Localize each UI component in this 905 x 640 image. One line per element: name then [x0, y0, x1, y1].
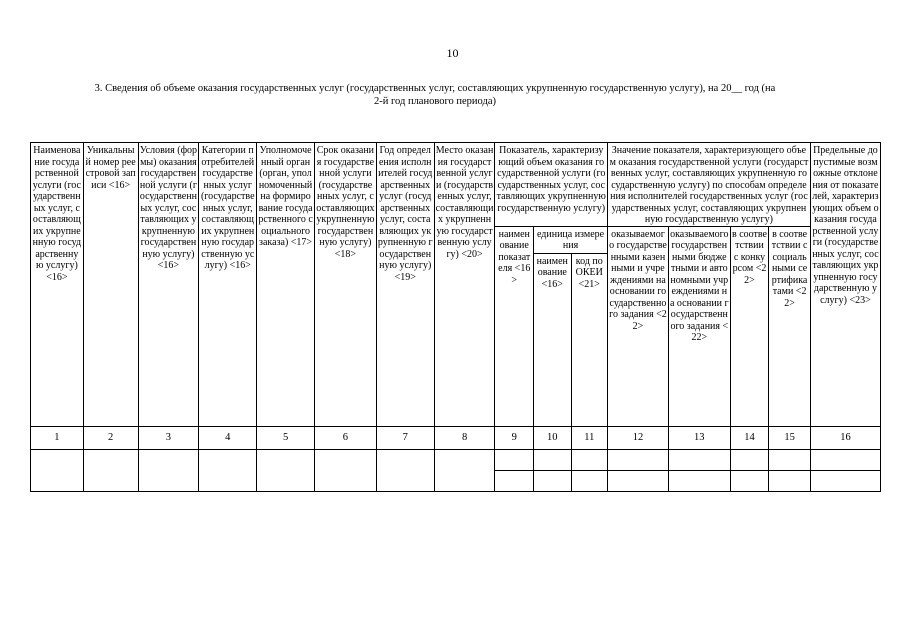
column-number: 7 — [376, 426, 434, 449]
column-number: 11 — [571, 426, 608, 449]
table-row — [31, 449, 881, 470]
table-cell — [608, 449, 669, 470]
header-service-name: Наименование государственной услуги (государственных услуг, составляющих укрупненную государственную услугу) <16> — [31, 143, 84, 427]
table-cell — [376, 449, 434, 491]
table-cell — [534, 470, 572, 491]
table-cell — [668, 449, 730, 470]
header-indicator-group: Показатель, характеризующий объем оказания государственной услуги (государственных услуг, составляющих укрупненную государственную услугу) — [495, 143, 608, 227]
header-authorized-body: Уполномоченный орган (орган, уполномоченный на формирование государственного социального заказа) <17> — [257, 143, 315, 427]
column-number: 4 — [199, 426, 257, 449]
table-cell — [199, 449, 257, 491]
column-number-row — [31, 426, 881, 449]
column-number: 14 — [730, 426, 769, 449]
table-cell — [138, 449, 199, 491]
header-value-group: Значение показателя, характеризующего объем оказания государственной услуги (государственных услуг, составляющих укрупненную государственную услугу) по способам определения исполнителей государственных услуг (государственных услуг, составляющих укрупненную государственную услугу) — [608, 143, 811, 227]
table-cell — [769, 449, 811, 470]
column-number: 9 — [495, 426, 534, 449]
header-unit-name: наименование <16> — [534, 253, 572, 426]
header-value-budget-institutions: оказываемого государственными бюджетными и автономными учреждениями на основании государственного задания <22> — [668, 226, 730, 426]
table-cell — [534, 449, 572, 470]
column-number: 13 — [668, 426, 730, 449]
volume-table — [30, 142, 881, 492]
header-unit-okei-code: код по ОКЕИ <21> — [571, 253, 608, 426]
header-registry-number: Уникальный номер реестровой записи <16> — [83, 143, 138, 427]
page-number: 10 — [446, 46, 459, 60]
column-number: 1 — [31, 426, 84, 449]
header-conditions: Условия (формы) оказания государственной услуги (государственных услуг, составляющих укрупненную государственную услугу) <16> — [138, 143, 199, 427]
table-cell — [83, 449, 138, 491]
header-service-place: Место оказания государственной услуги (государственных услуг, составляющих укрупненную государственную услугу) <20> — [434, 143, 495, 427]
column-number: 8 — [434, 426, 495, 449]
header-year-of-determination: Год определения исполнителей государственных услуг (государственных услуг, составляющих укрупненную государственную услугу) <19> — [376, 143, 434, 427]
column-number: 3 — [138, 426, 199, 449]
heading-line-2: 2-й год планового периода) — [374, 96, 496, 107]
table-cell — [769, 470, 811, 491]
header-value-social-certificates: в соответствии с социальными сертификатами <22> — [769, 226, 811, 426]
header-service-term: Срок оказания государственной услуги (государственных услуг, составляющих укрупненную государственную услугу) <18> — [314, 143, 376, 427]
table-cell — [730, 449, 769, 470]
table-cell — [434, 449, 495, 491]
header-consumer-categories: Категории потребителей государственных услуг (государственных услуг, составляющих укрупненную государственную услугу) <16> — [199, 143, 257, 427]
column-number: 16 — [810, 426, 880, 449]
column-number: 12 — [608, 426, 669, 449]
table-cell — [495, 449, 534, 470]
header-indicator-name: наименование показателя <16> — [495, 226, 534, 426]
table-cell — [31, 449, 84, 491]
column-number: 15 — [769, 426, 811, 449]
column-number: 5 — [257, 426, 315, 449]
header-value-contest: в соответствии с конкурсом <22> — [730, 226, 769, 426]
column-number: 10 — [534, 426, 572, 449]
table-cell — [257, 449, 315, 491]
header-allowed-deviations: Предельные допустимые возможные отклонения от показателей, характеризующих объем оказания государственной услуги (государственных услуг, составляющих укрупненную государственную услугу) <23> — [810, 143, 880, 427]
header-unit-group: единица измерения — [534, 226, 608, 253]
table-cell — [571, 449, 608, 470]
table-cell — [571, 470, 608, 491]
heading-line-1: 3. Сведения об объеме оказания государственных услуг (государственных услуг, составляющих укрупненную государственную услугу), на 20__ год (на — [94, 83, 776, 94]
table-cell — [810, 449, 880, 470]
table-cell — [668, 470, 730, 491]
table-cell — [810, 470, 880, 491]
header-value-state-institutions: оказываемого государственными казенными и учреждениями на основании государственного задания <22> — [608, 226, 669, 426]
table-cell — [730, 470, 769, 491]
table-cell — [495, 470, 534, 491]
column-number: 2 — [83, 426, 138, 449]
column-number: 6 — [314, 426, 376, 449]
table-cell — [314, 449, 376, 491]
section-heading — [40, 82, 830, 108]
table-cell — [608, 470, 669, 491]
